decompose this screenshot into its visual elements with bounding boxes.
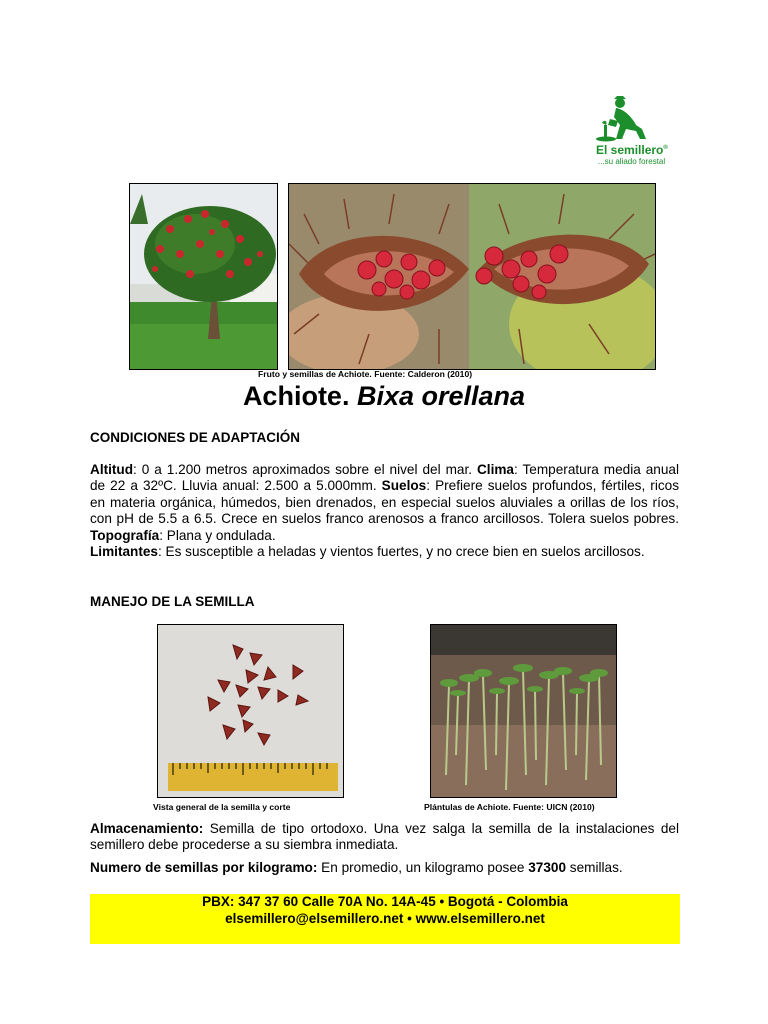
title-scientific-name: Bixa orellana [356,381,526,411]
footer-address: PBX: 347 37 60 Calle 70A No. 14A-45 • Bogotá - Colombia [202,894,568,909]
title-common-name: Achiote. [242,381,350,411]
gardener-icon [592,95,676,143]
contact-footer [90,894,680,944]
tree-photo [129,183,278,370]
seed-count-paragraph: Numero de semillas por kilogramo: En promedio, un kilogramo posee 37300 semillas. [90,860,623,875]
fruit-photo [288,183,656,370]
adaptation-paragraph: Altitud: 0 a 1.200 metros aproximados sobre el nivel del mar. Clima: Temperatura media anual de 22 a 32ºC. Lluvia anual: 2.500 a 5.000mm. Suelos: Prefiere suelos profundos, fértiles, ricos en materia orgánica, húmedos, bien drenados, en especial suelos aluviales a orillas de los ríos, con pH de 5.5 a 6.5. Crece en suelos franco arenosos a franco arcillosos. Tolera suelos pobres. Topografía: Plana y ondulada. Limitantes: Es susceptible a heladas y vientos fuertes, y no crece bien en suelos arcillosos. [90,462,680,560]
logo-name: El semillero® [596,143,668,157]
section-heading-seed: MANEJO DE LA SEMILLA [90,594,255,609]
seed-photo-caption: Vista general de la semilla y corte [153,802,291,812]
almacenamiento-label: Almacenamiento: [90,821,204,836]
logo-tagline: ...su aliado forestal [598,157,666,166]
topografia-label: Topografía [90,527,160,543]
top-figure-caption: Fruto y semillas de Achiote. Fuente: Calderon (2010) [258,369,473,379]
seed-photo [157,624,344,798]
suelos-label: Suelos [381,478,427,494]
page-title [0,381,768,412]
seed-count-value: 37300 [528,860,567,875]
altitud-label: Altitud [90,462,134,477]
numero-label: Numero de semillas por kilogramo: [90,860,318,875]
seedling-photo-caption: Plántulas de Achiote. Fuente: UICN (2010) [424,802,595,812]
limitantes-label: Limitantes [90,544,158,560]
storage-paragraph: Almacenamiento: Semilla de tipo ortodoxo. Una vez salga la semilla de la instalaciones del semillero debe procederse a su siembra inmediata. [90,821,679,853]
clima-label: Clima [476,462,514,477]
seedling-photo [430,624,617,798]
section-heading-adaptation: CONDICIONES DE ADAPTACIÓN [90,430,301,445]
footer-web: elsemillero@elsemillero.net • www.elsemillero.net [225,910,545,926]
brand-logo [592,95,676,170]
